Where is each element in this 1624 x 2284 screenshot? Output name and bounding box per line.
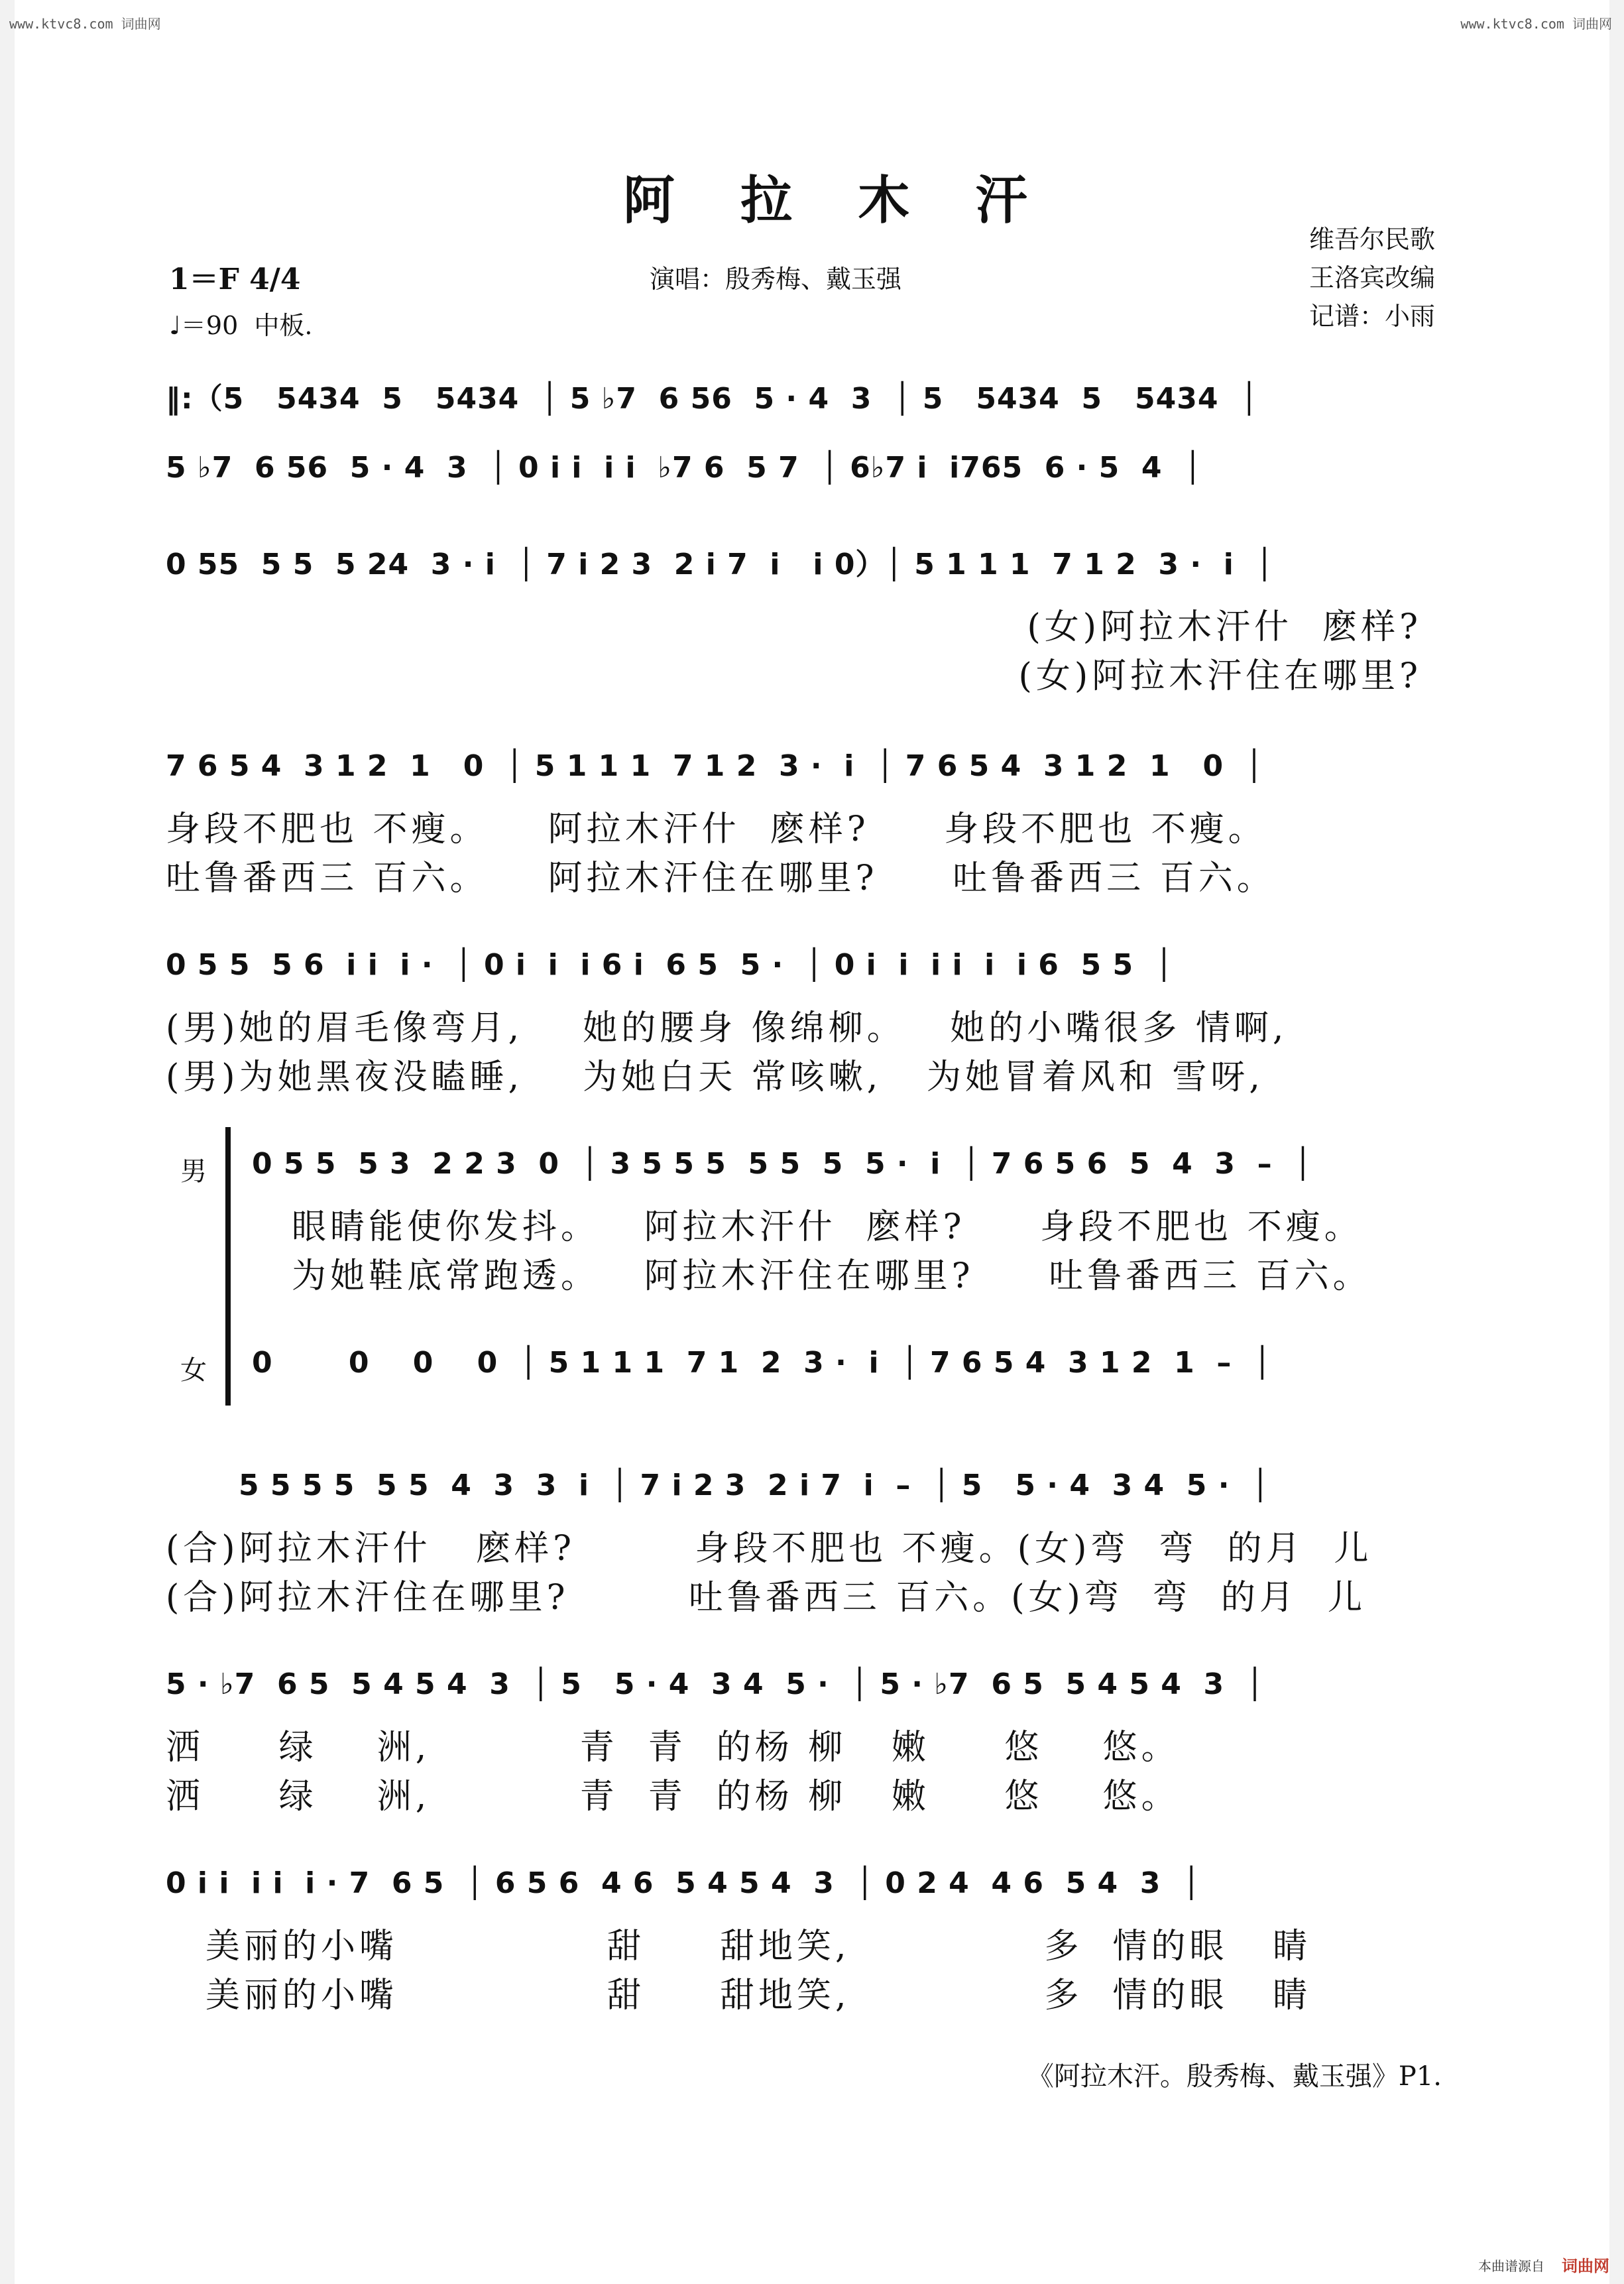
voice-label-female: 女 [180, 1355, 207, 1386]
score-system-1 [166, 375, 1462, 434]
score-system-4 [166, 749, 1462, 902]
tempo-marking: ♩＝90 中板. [169, 311, 313, 340]
notation-line: 0 5 5 5 6 i i i · │ 0 i i i 6 i 6 5 5 · │ 0 i i i i i i 6 5 5 │ [166, 948, 1174, 982]
footer-site-logo: 词曲网 [1562, 2257, 1609, 2275]
credit-transcriber: 记谱：小雨 [1309, 302, 1436, 331]
notation-line: 0 0 0 0 │ 5 1 1 1 7 1 2 3 · i │ 7 6 5 4 3 1 2 1 – │ [252, 1346, 1272, 1380]
source-footnote: 《阿拉木汗。殷秀梅、戴玉强》P1. [1027, 2061, 1442, 2092]
singer-credit: 演唱：殷秀梅、戴玉强 [650, 265, 902, 294]
site-tag-right: www.ktvc8.com 词曲网 [1460, 16, 1612, 32]
notation-line: 5 ♭7 6 56 5 · 4 3 │ 0 i i i i ♭7 6 5 7 │ 6♭7 i i765 6 · 5 4 │ [166, 451, 1202, 485]
credit-origin: 维吾尔民歌 [1309, 225, 1436, 254]
notation-line: 5 5 5 5 5 5 4 3 3 i │ 7 i 2 3 2 i 7 i – │ 5 5 · 4 3 4 5 · │ [239, 1469, 1270, 1502]
lyric-verse-1: 美丽的小嘴 甜 甜地笑, 多 情的眼 睛 [205, 1927, 1312, 1966]
score-title: 阿 拉 木 汗 [623, 170, 1051, 231]
score-system-6-male [252, 1147, 1462, 1299]
site-tag-left: www.ktvc8.com 词曲网 [9, 16, 161, 32]
lyric-verse-2: 洒 绿 洲, 青 青 的杨 柳 嫩 悠 悠。 [166, 1777, 1180, 1817]
notation-line: 0 55 5 5 5 24 3 · i │ 7 i 2 3 2 i 7 i i 0）│ 5 1 1 1 7 1 2 3 · i │ [166, 548, 1274, 581]
left-margin-strip [0, 0, 15, 2284]
lyric-verse-1: 洒 绿 洲, 青 青 的杨 柳 嫩 悠 悠。 [166, 1728, 1180, 1768]
score-system-6-female [252, 1346, 1462, 1406]
lyric-verse-1: (男)她的眉毛像弯月, 她的腰身 像绵柳。 她的小嘴很多 情啊, [166, 1008, 1288, 1048]
notation-line: 5 · ♭7 6 5 5 4 5 4 3 │ 5 5 · 4 3 4 5 · │ 5 · ♭7 6 5 5 4 5 4 3 │ [166, 1667, 1265, 1701]
footer-site-label: 本曲谱源自 [1478, 2258, 1544, 2274]
score-system-3 [166, 540, 1462, 699]
lyric-verse-1: 眼睛能使你发抖。 阿拉木汗什 麽样? 身段不肥也 不瘦。 [292, 1207, 1363, 1247]
right-margin-strip [1609, 0, 1624, 2284]
lyric-verse-2: 美丽的小嘴 甜 甜地笑, 多 情的眼 睛 [205, 1976, 1312, 2015]
lyric-verse-1: (合)阿拉木汗什 麽样? 身段不肥也 不瘦。(女)弯 弯 的月 儿 [166, 1529, 1373, 1569]
notation-line: ‖:（5 5434 5 5434 │ 5 ♭7 6 56 5 · 4 3 │ 5 5434 5 5434 │ [166, 382, 1259, 416]
score-system-9 [166, 1866, 1462, 2019]
duet-bracket [225, 1127, 231, 1406]
lyric-verse-2: 吐鲁番西三 百六。 阿拉木汗住在哪里? 吐鲁番西三 百六。 [166, 859, 1275, 898]
notation-line: 7 6 5 4 3 1 2 1 0 │ 5 1 1 1 7 1 2 3 · i │ 7 6 5 4 3 1 2 1 0 │ [166, 749, 1264, 783]
notation-line: 0 5 5 5 3 2 2 3 0 │ 3 5 5 5 5 5 5 5 · i │ 7 6 5 6 5 4 3 – │ [252, 1147, 1312, 1181]
score-system-7 [166, 1469, 1462, 1621]
lyric-verse-1: (女)阿拉木汗什 麽样? [1027, 607, 1422, 647]
lyric-verse-2: 为她鞋底常跑透。 阿拉木汗住在哪里? 吐鲁番西三 百六。 [292, 1256, 1371, 1296]
key-signature: 1＝F 4/4 [169, 263, 301, 296]
lyric-verse-2: (男)为她黑夜没瞌睡, 为她白天 常咳嗽, 为她冒着风和 雪呀, [166, 1057, 1264, 1097]
score-system-8 [166, 1667, 1462, 1820]
notation-line: 0 i i i i i · 7 6 5 │ 6 5 6 4 6 5 4 5 4 3 │ 0 2 4 4 6 5 4 3 │ [166, 1866, 1201, 1900]
score-system-2 [166, 451, 1462, 511]
lyric-verse-2: (女)阿拉木汗住在哪里? [1018, 656, 1422, 696]
voice-label-male: 男 [180, 1156, 207, 1187]
credit-arranger: 王洛宾改编 [1309, 263, 1436, 292]
lyric-verse-2: (合)阿拉木汗住在哪里? 吐鲁番西三 百六。(女)弯 弯 的月 儿 [166, 1578, 1366, 1618]
lyric-verse-1: 身段不肥也 不瘦。 阿拉木汗什 麽样? 身段不肥也 不瘦。 [166, 810, 1267, 849]
score-system-5 [166, 948, 1462, 1101]
